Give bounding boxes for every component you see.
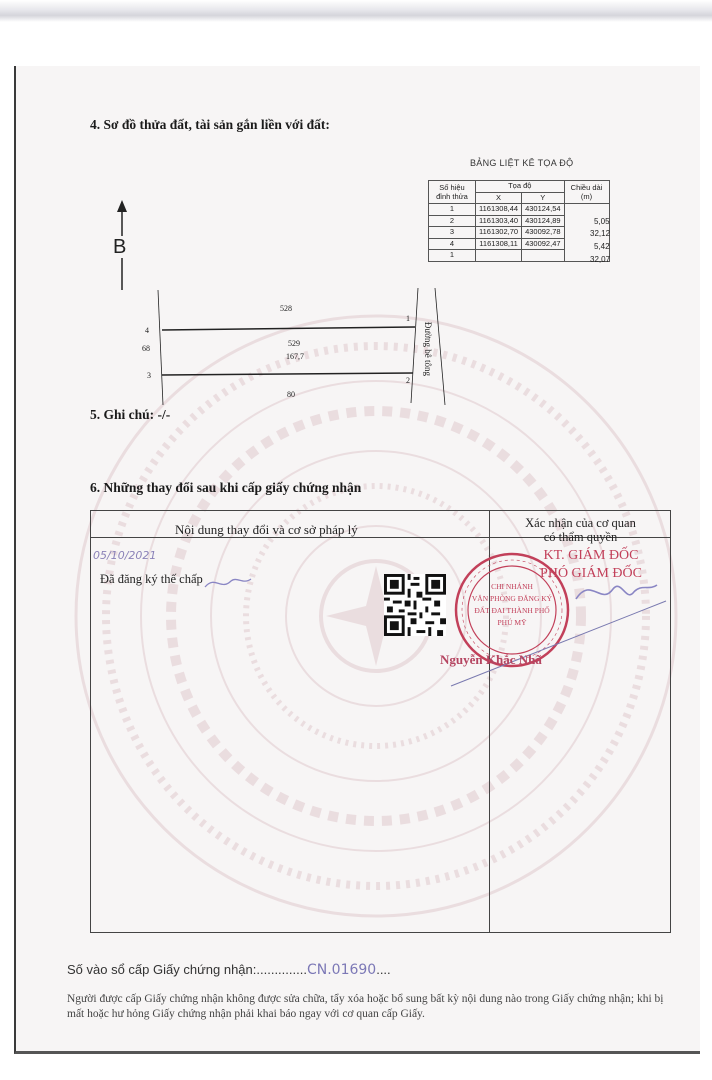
changes-table — [90, 510, 671, 933]
length-3: 5,42 — [594, 242, 610, 251]
section-4-heading: 4. Sơ đồ thửa đất, tài sản gắn liền với đất: — [90, 117, 330, 132]
coord-vertex: 3 — [429, 227, 476, 239]
road-label: Đường bê tông — [423, 321, 433, 377]
coord-y: 430124,89 — [522, 215, 564, 227]
coord-table — [428, 180, 610, 262]
coord-head-x: X — [476, 192, 522, 204]
vertex-3-label: 3 — [147, 371, 151, 380]
coord-x: 1161308,44 — [476, 204, 522, 216]
coord-y: 430092,47 — [522, 238, 564, 250]
north-letter: B — [113, 236, 127, 258]
coord-head-y: Y — [522, 192, 564, 204]
mortgage-entry: Đã đăng ký thế chấp — [100, 572, 203, 586]
length-2: 32,12 — [590, 229, 611, 238]
parcel-label-above: 528 — [280, 304, 292, 313]
vertex-1-label: 1 — [406, 314, 410, 323]
vertex-2-label: 2 — [406, 376, 410, 385]
confirm-title: KT. GIÁM ĐỐC PHÓ GIÁM ĐỐC — [540, 548, 642, 581]
handwritten-date: 05/10/2021 — [93, 549, 157, 562]
coord-length-cell — [564, 204, 609, 216]
parcel-number: 529 — [288, 339, 300, 348]
browser-top-bar — [0, 0, 712, 22]
coord-vertex: 1 — [429, 204, 476, 216]
coord-y: 430092,78 — [522, 227, 564, 239]
coord-y — [522, 250, 564, 262]
parcel-label-below: 80 — [287, 390, 295, 399]
registry-number: CN.01690 — [306, 962, 377, 978]
changes-left-header: Nội dung thay đổi và cơ sở pháp lý — [175, 522, 358, 537]
length-1: 5,05 — [594, 217, 610, 226]
vertex-4-label: 4 — [145, 326, 149, 335]
handwritten-scribble — [203, 571, 253, 593]
seal-text: CHI NHÁNH VĂN PHÒNG ĐĂNG KÝ ĐẤT ĐAI THÀNH PHỐ PHÚ MỸ — [471, 582, 553, 627]
coord-y: 430124,54 — [522, 204, 564, 216]
section-5-heading: 5. Ghi chú: -/- — [90, 407, 171, 422]
coord-vertex: 1 — [429, 250, 476, 262]
coord-head-length: Chiều dài (m) — [564, 181, 609, 204]
table-row — [429, 215, 610, 227]
qr-code-icon — [384, 574, 446, 636]
signer-name: Nguyễn Khắc Nhã — [440, 652, 542, 667]
coord-x: 1161308,11 — [476, 238, 522, 250]
coord-x: 1161303,40 — [476, 215, 522, 227]
legal-notice: Người được cấp Giấy chứng nhận không được sửa chữa, tẩy xóa hoặc bổ sung bất kỳ nội dung nào trong Giấy chứng nhận; khi bị mất hoặc hư hỏng Giấy chứng nhận phải khai báo ngay với cơ quan cấp Giấy. — [67, 993, 664, 1020]
parcel-label-left: 68 — [142, 344, 150, 353]
parcel-sketch — [145, 285, 455, 410]
table-row — [429, 238, 610, 250]
coord-x: 1161302,70 — [476, 227, 522, 239]
table-row — [429, 227, 610, 239]
length-4: 32,07 — [590, 255, 611, 264]
coord-x — [476, 250, 522, 262]
changes-right-header: Xác nhận của cơ quan có thẩm quyền — [525, 516, 636, 544]
table-row — [429, 204, 610, 216]
coord-table-title: BẢNG LIỆT KÊ TỌA ĐỘ — [470, 158, 574, 168]
coord-head-coords: Tọa độ — [476, 181, 565, 193]
section-6-heading: 6. Những thay đổi sau khi cấp giấy chứng nhận — [90, 480, 362, 495]
handwritten-strike — [441, 591, 672, 691]
coord-vertex: 2 — [429, 215, 476, 227]
coord-vertex: 4 — [429, 238, 476, 250]
coord-head-vertex: Số hiệu đỉnh thửa — [429, 181, 476, 204]
table-row — [429, 250, 610, 262]
parcel-area: 167,7 — [286, 352, 304, 361]
registry-number-line: Số vào sổ cấp Giấy chứng nhận:..............CN.01690.... — [67, 962, 391, 978]
